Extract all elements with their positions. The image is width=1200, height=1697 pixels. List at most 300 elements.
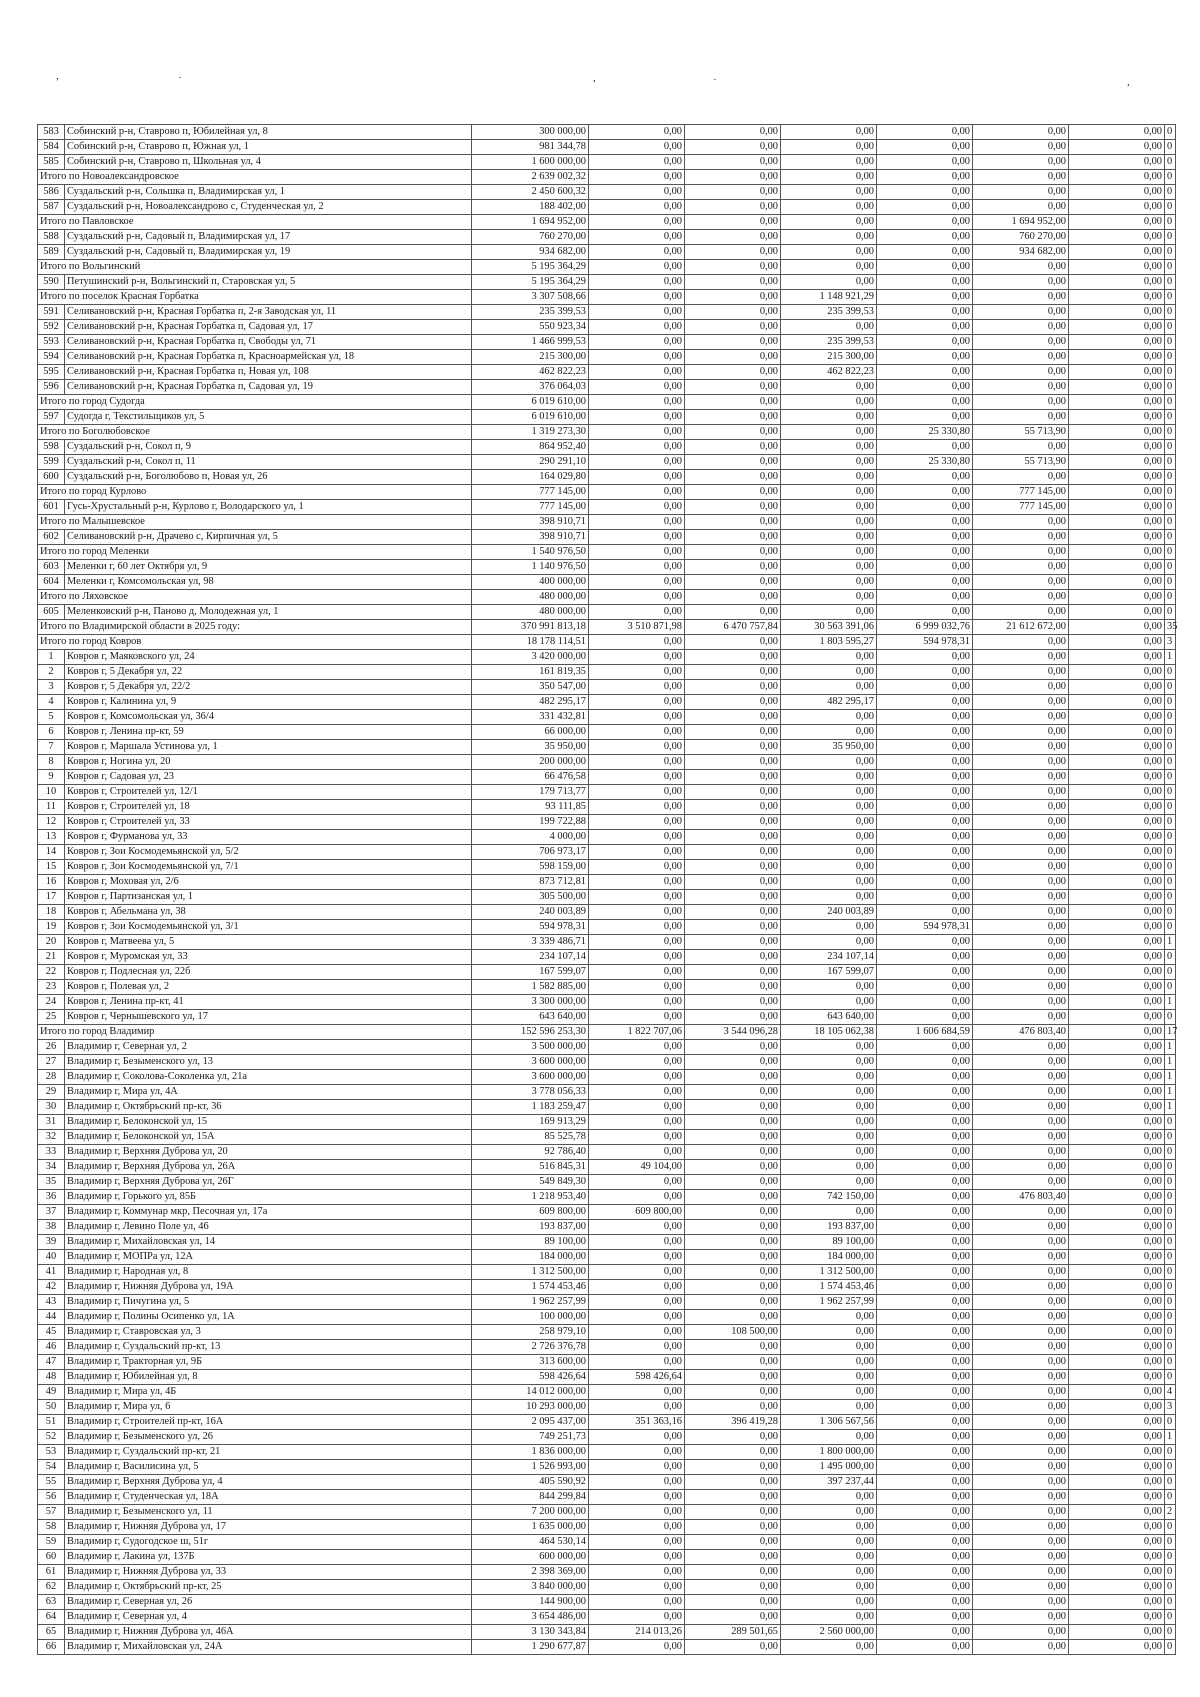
row-number: 595 [38, 365, 65, 380]
row-number: 64 [38, 1610, 65, 1625]
amount-cell: 0,00 [1069, 350, 1165, 365]
row-number: 597 [38, 410, 65, 425]
amount-cell: 0,00 [685, 1265, 781, 1280]
count-cell: 0 [1165, 1250, 1176, 1265]
amount-cell: 0,00 [685, 1085, 781, 1100]
amount-cell: 0,00 [877, 215, 973, 230]
amount-cell: 0,00 [1069, 1370, 1165, 1385]
row-number: 21 [38, 950, 65, 965]
amount-cell: 0,00 [685, 635, 781, 650]
amount-cell: 0,00 [781, 935, 877, 950]
amount-cell: 0,00 [589, 815, 685, 830]
count-cell: 0 [1165, 680, 1176, 695]
amount-cell: 0,00 [1069, 1250, 1165, 1265]
table-row [38, 1625, 1176, 1640]
amount-cell: 0,00 [781, 1205, 877, 1220]
table-row [38, 905, 1176, 920]
amount-cell: 0,00 [877, 785, 973, 800]
amount-cell: 0,00 [781, 245, 877, 260]
amount-cell: 0,00 [589, 140, 685, 155]
amount-cell: 0,00 [877, 800, 973, 815]
amount-cell: 0,00 [589, 185, 685, 200]
amount-cell: 0,00 [781, 380, 877, 395]
total-label: Итого по Новоалександровское [38, 170, 472, 185]
amount-cell: 0,00 [877, 1445, 973, 1460]
amount-cell: 0,00 [589, 545, 685, 560]
table-row [38, 560, 1176, 575]
total-row [38, 215, 1176, 230]
amount-cell: 85 525,78 [472, 1130, 589, 1145]
amount-cell: 0,00 [973, 800, 1069, 815]
count-cell: 0 [1165, 605, 1176, 620]
amount-cell: 0,00 [781, 125, 877, 140]
row-number: 588 [38, 230, 65, 245]
amount-cell: 0,00 [1069, 1445, 1165, 1460]
table-row [38, 1475, 1176, 1490]
amount-cell: 0,00 [973, 1205, 1069, 1220]
count-cell: 0 [1165, 410, 1176, 425]
amount-cell: 0,00 [1069, 1280, 1165, 1295]
amount-cell: 1 635 000,00 [472, 1520, 589, 1535]
row-number: 19 [38, 920, 65, 935]
row-number: 32 [38, 1130, 65, 1145]
amount-cell: 199 722,88 [472, 815, 589, 830]
amount-cell: 0,00 [781, 320, 877, 335]
address-cell: Владимир г, Мира ул, 6 [65, 1400, 472, 1415]
amount-cell: 0,00 [589, 230, 685, 245]
count-cell: 1 [1165, 995, 1176, 1010]
amount-cell: 0,00 [589, 800, 685, 815]
row-number: 28 [38, 1070, 65, 1085]
row-number: 52 [38, 1430, 65, 1445]
total-row [38, 590, 1176, 605]
amount-cell: 0,00 [877, 815, 973, 830]
amount-cell: 0,00 [1069, 575, 1165, 590]
row-number: 36 [38, 1190, 65, 1205]
amount-cell: 0,00 [877, 230, 973, 245]
amount-cell: 0,00 [781, 185, 877, 200]
address-cell: Владимир г, Нижняя Дуброва ул, 19А [65, 1280, 472, 1295]
address-cell: Ковров г, Подлесная ул, 22б [65, 965, 472, 980]
amount-cell: 0,00 [877, 1100, 973, 1115]
amount-cell: 594 978,31 [877, 920, 973, 935]
amount-cell: 0,00 [685, 590, 781, 605]
amount-cell: 152 596 253,30 [472, 1025, 589, 1040]
amount-cell: 0,00 [685, 185, 781, 200]
address-cell: Владимир г, Мира ул, 4Б [65, 1385, 472, 1400]
amount-cell: 0,00 [1069, 515, 1165, 530]
amount-cell: 0,00 [685, 740, 781, 755]
amount-cell: 0,00 [685, 950, 781, 965]
amount-cell: 464 530,14 [472, 1535, 589, 1550]
amount-cell: 0,00 [973, 965, 1069, 980]
amount-cell: 6 999 032,76 [877, 620, 973, 635]
count-cell: 0 [1165, 275, 1176, 290]
address-cell: Ковров г, Строителей ул, 12/1 [65, 785, 472, 800]
amount-cell: 0,00 [685, 815, 781, 830]
count-cell: 0 [1165, 1580, 1176, 1595]
amount-cell: 0,00 [1069, 680, 1165, 695]
amount-cell: 2 398 369,00 [472, 1565, 589, 1580]
row-number: 37 [38, 1205, 65, 1220]
amount-cell: 0,00 [781, 890, 877, 905]
amount-cell: 0,00 [1069, 1055, 1165, 1070]
amount-cell: 0,00 [781, 260, 877, 275]
amount-cell: 0,00 [589, 1235, 685, 1250]
amount-cell: 0,00 [589, 1295, 685, 1310]
address-cell: Суздальский р-н, Сокол п, 9 [65, 440, 472, 455]
table-row [38, 305, 1176, 320]
count-cell: 0 [1165, 290, 1176, 305]
amount-cell: 184 000,00 [472, 1250, 589, 1265]
table-row [38, 1265, 1176, 1280]
amount-cell: 0,00 [973, 1130, 1069, 1145]
amount-cell: 0,00 [589, 1610, 685, 1625]
amount-cell: 305 500,00 [472, 890, 589, 905]
amount-cell: 400 000,00 [472, 575, 589, 590]
amount-cell: 0,00 [589, 320, 685, 335]
row-number: 587 [38, 200, 65, 215]
address-cell: Владимир г, Нижняя Дуброва ул, 46А [65, 1625, 472, 1640]
amount-cell: 0,00 [1069, 425, 1165, 440]
amount-cell: 0,00 [781, 1385, 877, 1400]
amount-cell: 0,00 [781, 1520, 877, 1535]
amount-cell: 0,00 [781, 1505, 877, 1520]
amount-cell: 405 590,92 [472, 1475, 589, 1490]
amount-cell: 144 900,00 [472, 1595, 589, 1610]
amount-cell: 0,00 [781, 425, 877, 440]
count-cell: 0 [1165, 875, 1176, 890]
amount-cell: 0,00 [685, 980, 781, 995]
amount-cell: 0,00 [589, 710, 685, 725]
row-number: 53 [38, 1445, 65, 1460]
amount-cell: 0,00 [781, 440, 877, 455]
amount-cell: 0,00 [973, 755, 1069, 770]
address-cell: Собинский р-н, Ставрово п, Юбилейная ул, 8 [65, 125, 472, 140]
amount-cell: 0,00 [973, 1055, 1069, 1070]
amount-cell: 0,00 [1069, 1505, 1165, 1520]
row-number: 596 [38, 380, 65, 395]
amount-cell: 0,00 [685, 320, 781, 335]
amount-cell: 0,00 [685, 560, 781, 575]
address-cell: Собинский р-н, Ставрово п, Южная ул, 1 [65, 140, 472, 155]
row-number: 65 [38, 1625, 65, 1640]
amount-cell: 0,00 [973, 1100, 1069, 1115]
amount-cell: 480 000,00 [472, 590, 589, 605]
amount-cell: 0,00 [589, 950, 685, 965]
table-row [38, 785, 1176, 800]
amount-cell: 0,00 [973, 1010, 1069, 1025]
count-cell: 0 [1165, 800, 1176, 815]
amount-cell: 0,00 [973, 950, 1069, 965]
count-cell: 0 [1165, 1340, 1176, 1355]
amount-cell: 0,00 [877, 125, 973, 140]
table-row [38, 1640, 1176, 1655]
count-cell: 0 [1165, 1640, 1176, 1655]
amount-cell: 0,00 [877, 1160, 973, 1175]
amount-cell: 300 000,00 [472, 125, 589, 140]
count-cell: 3 [1165, 635, 1176, 650]
row-number: 40 [38, 1250, 65, 1265]
address-cell: Гусь-Хрустальный р-н, Курлово г, Володарского ул, 1 [65, 500, 472, 515]
amount-cell: 0,00 [877, 770, 973, 785]
amount-cell: 397 237,44 [781, 1475, 877, 1490]
amount-cell: 0,00 [685, 1295, 781, 1310]
count-cell: 0 [1165, 1295, 1176, 1310]
amount-cell: 0,00 [589, 1475, 685, 1490]
count-cell: 0 [1165, 980, 1176, 995]
amount-cell: 0,00 [973, 1490, 1069, 1505]
amount-cell: 0,00 [973, 515, 1069, 530]
amount-cell: 0,00 [685, 245, 781, 260]
amount-cell: 0,00 [685, 1490, 781, 1505]
table-row [38, 980, 1176, 995]
amount-cell: 0,00 [877, 755, 973, 770]
row-number: 17 [38, 890, 65, 905]
amount-cell: 0,00 [685, 410, 781, 425]
amount-cell: 0,00 [589, 1040, 685, 1055]
amount-cell: 0,00 [973, 1595, 1069, 1610]
amount-cell: 0,00 [781, 1565, 877, 1580]
count-cell: 0 [1165, 845, 1176, 860]
amount-cell: 0,00 [877, 650, 973, 665]
address-cell: Ковров г, Партизанская ул, 1 [65, 890, 472, 905]
amount-cell: 0,00 [973, 830, 1069, 845]
amount-cell: 643 640,00 [472, 1010, 589, 1025]
row-number: 590 [38, 275, 65, 290]
address-cell: Ковров г, Муромская ул, 33 [65, 950, 472, 965]
table-row [38, 1295, 1176, 1310]
total-label: Итого по город Судогда [38, 395, 472, 410]
amount-cell: 0,00 [877, 515, 973, 530]
address-cell: Владимир г, Пичугина ул, 5 [65, 1295, 472, 1310]
amount-cell: 0,00 [589, 770, 685, 785]
address-cell: Селивановский р-н, Красная Горбатка п, Свободы ул, 71 [65, 335, 472, 350]
amount-cell: 3 600 000,00 [472, 1055, 589, 1070]
row-number: 4 [38, 695, 65, 710]
row-number: 8 [38, 755, 65, 770]
total-row [38, 545, 1176, 560]
amount-cell: 0,00 [877, 140, 973, 155]
address-cell: Владимир г, Горького ул, 85Б [65, 1190, 472, 1205]
amount-cell: 0,00 [685, 1640, 781, 1655]
table-row [38, 1190, 1176, 1205]
row-number: 25 [38, 1010, 65, 1025]
address-cell: Меленки г, 60 лет Октября ул, 9 [65, 560, 472, 575]
amount-cell: 0,00 [877, 980, 973, 995]
amount-cell: 0,00 [877, 1535, 973, 1550]
address-cell: Владимир г, Коммунар мкр, Песочная ул, 17а [65, 1205, 472, 1220]
count-cell: 0 [1165, 230, 1176, 245]
amount-cell: 89 100,00 [781, 1235, 877, 1250]
amount-cell: 0,00 [877, 350, 973, 365]
amount-cell: 0,00 [589, 680, 685, 695]
amount-cell: 0,00 [877, 1550, 973, 1565]
total-row [38, 620, 1176, 635]
scan-mark: · [178, 72, 182, 84]
table-row [38, 185, 1176, 200]
amount-cell: 0,00 [1069, 560, 1165, 575]
amount-cell: 6 019 610,00 [472, 410, 589, 425]
address-cell: Ковров г, Маршала Устинова ул, 1 [65, 740, 472, 755]
amount-cell: 0,00 [589, 530, 685, 545]
table-row [38, 815, 1176, 830]
scan-mark: , [1127, 76, 1130, 88]
amount-cell: 0,00 [973, 305, 1069, 320]
amount-cell: 0,00 [685, 725, 781, 740]
total-row [38, 425, 1176, 440]
amount-cell: 0,00 [1069, 755, 1165, 770]
amount-cell: 0,00 [781, 830, 877, 845]
count-cell: 0 [1165, 365, 1176, 380]
amount-cell: 0,00 [877, 1565, 973, 1580]
amount-cell: 0,00 [877, 305, 973, 320]
amount-cell: 0,00 [1069, 725, 1165, 740]
amount-cell: 0,00 [589, 920, 685, 935]
count-cell: 1 [1165, 935, 1176, 950]
table-row [38, 1145, 1176, 1160]
amount-cell: 258 979,10 [472, 1325, 589, 1340]
amount-cell: 0,00 [781, 140, 877, 155]
address-cell: Ковров г, Чернышевского ул, 17 [65, 1010, 472, 1025]
amount-cell: 480 000,00 [472, 605, 589, 620]
address-cell: Ковров г, Полевая ул, 2 [65, 980, 472, 995]
amount-cell: 0,00 [877, 1280, 973, 1295]
total-label: Итого по Вольгинский [38, 260, 472, 275]
table-row [38, 695, 1176, 710]
amount-cell: 0,00 [589, 1460, 685, 1475]
amount-cell: 0,00 [1069, 905, 1165, 920]
table-row [38, 995, 1176, 1010]
amount-cell: 0,00 [973, 380, 1069, 395]
amount-cell: 0,00 [685, 830, 781, 845]
amount-cell: 0,00 [973, 290, 1069, 305]
amount-cell: 0,00 [1069, 500, 1165, 515]
amount-cell: 0,00 [781, 1340, 877, 1355]
amount-cell: 6 019 610,00 [472, 395, 589, 410]
row-number: 585 [38, 155, 65, 170]
count-cell: 0 [1165, 1490, 1176, 1505]
amount-cell: 0,00 [973, 920, 1069, 935]
amount-cell: 0,00 [781, 800, 877, 815]
amount-cell: 0,00 [973, 275, 1069, 290]
row-number: 51 [38, 1415, 65, 1430]
amount-cell: 0,00 [973, 1340, 1069, 1355]
amount-cell: 0,00 [589, 935, 685, 950]
address-cell: Суздальский р-н, Садовый п, Владимирская ул, 17 [65, 230, 472, 245]
address-cell: Суздальский р-н, Садовый п, Владимирская ул, 19 [65, 245, 472, 260]
amount-cell: 3 600 000,00 [472, 1070, 589, 1085]
amount-cell: 0,00 [781, 1085, 877, 1100]
amount-cell: 0,00 [589, 845, 685, 860]
table-row [38, 845, 1176, 860]
amount-cell: 0,00 [685, 1130, 781, 1145]
amount-cell: 0,00 [781, 200, 877, 215]
amount-cell: 0,00 [877, 275, 973, 290]
count-cell: 0 [1165, 695, 1176, 710]
amount-cell: 0,00 [685, 290, 781, 305]
amount-cell: 0,00 [781, 1535, 877, 1550]
amount-cell: 0,00 [973, 1265, 1069, 1280]
amount-cell: 0,00 [973, 665, 1069, 680]
amount-cell: 1 582 885,00 [472, 980, 589, 995]
amount-cell: 0,00 [685, 1145, 781, 1160]
amount-cell: 0,00 [685, 1205, 781, 1220]
address-cell: Ковров г, Фурманова ул, 33 [65, 830, 472, 845]
address-cell: Ковров г, Комсомольская ул, 36/4 [65, 710, 472, 725]
count-cell: 0 [1165, 185, 1176, 200]
amount-cell: 1 540 976,50 [472, 545, 589, 560]
table-row [38, 1055, 1176, 1070]
amount-cell: 0,00 [1069, 170, 1165, 185]
amount-cell: 0,00 [589, 305, 685, 320]
amount-cell: 0,00 [589, 1550, 685, 1565]
amount-cell: 760 270,00 [472, 230, 589, 245]
amount-cell: 0,00 [781, 1370, 877, 1385]
amount-cell: 0,00 [1069, 230, 1165, 245]
count-cell: 17 [1165, 1025, 1176, 1040]
count-cell: 0 [1165, 395, 1176, 410]
amount-cell: 3 300 000,00 [472, 995, 589, 1010]
table-row [38, 680, 1176, 695]
amount-cell: 0,00 [781, 860, 877, 875]
amount-cell: 0,00 [1069, 1190, 1165, 1205]
count-cell: 0 [1165, 380, 1176, 395]
amount-cell: 164 029,80 [472, 470, 589, 485]
amount-cell: 1 836 000,00 [472, 1445, 589, 1460]
amount-cell: 0,00 [781, 1175, 877, 1190]
amount-cell: 0,00 [877, 575, 973, 590]
scan-mark: · [713, 74, 717, 86]
table-row [38, 1565, 1176, 1580]
amount-cell: 396 419,28 [685, 1415, 781, 1430]
amount-cell: 0,00 [589, 965, 685, 980]
table-row [38, 1400, 1176, 1415]
amount-cell: 777 145,00 [472, 500, 589, 515]
amount-cell: 0,00 [685, 575, 781, 590]
amount-cell: 0,00 [877, 1220, 973, 1235]
table-row [38, 1130, 1176, 1145]
amount-cell: 482 295,17 [472, 695, 589, 710]
table-row [38, 1430, 1176, 1445]
amount-cell: 0,00 [877, 1010, 973, 1025]
amount-cell: 0,00 [877, 560, 973, 575]
amount-cell: 0,00 [781, 560, 877, 575]
amount-cell: 594 978,31 [472, 920, 589, 935]
amount-cell: 0,00 [589, 905, 685, 920]
amount-cell: 476 803,40 [973, 1025, 1069, 1040]
amount-cell: 0,00 [1069, 320, 1165, 335]
amount-cell: 0,00 [781, 605, 877, 620]
amount-cell: 550 923,34 [472, 320, 589, 335]
amount-cell: 1 140 976,50 [472, 560, 589, 575]
row-number: 38 [38, 1220, 65, 1235]
amount-cell: 706 973,17 [472, 845, 589, 860]
amount-cell: 0,00 [781, 1130, 877, 1145]
amount-cell: 0,00 [781, 170, 877, 185]
address-cell: Ковров г, Ногина ул, 20 [65, 755, 472, 770]
row-number: 60 [38, 1550, 65, 1565]
amount-cell: 0,00 [1069, 815, 1165, 830]
amount-cell: 0,00 [685, 1190, 781, 1205]
amount-cell: 0,00 [877, 1625, 973, 1640]
row-number: 56 [38, 1490, 65, 1505]
amount-cell: 0,00 [589, 605, 685, 620]
amount-cell: 0,00 [589, 1190, 685, 1205]
amount-cell: 0,00 [589, 830, 685, 845]
table-row [38, 1310, 1176, 1325]
amount-cell: 0,00 [973, 545, 1069, 560]
